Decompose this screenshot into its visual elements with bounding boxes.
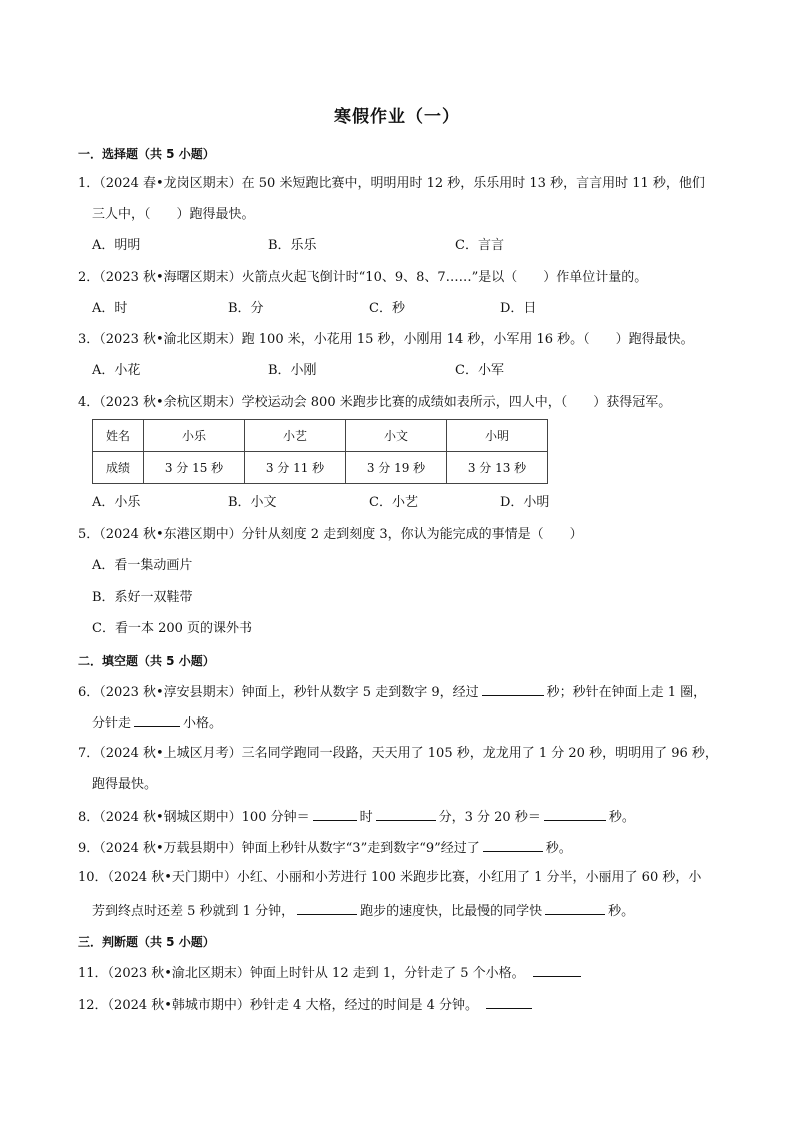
table-cell: 3 分 13 秒	[447, 452, 548, 484]
question-1-option-c: C．言言	[455, 238, 504, 253]
question-1-text: 1．（2024 春•龙岗区期末）在 50 米短跑比赛中，明明用时 12 秒，乐乐用时 13 秒，言言用时 11 秒，他们	[78, 176, 705, 191]
question-3-text: 3．（2023 秋•渝北区期末）跑 100 米，小花用 15 秒，小刚用 14 秒，小军用 16 秒。（ ）跑得最快。	[78, 332, 694, 347]
question-4-option-d: D．小明	[500, 495, 550, 510]
question-7-text-cont: 跑得最快。	[92, 777, 158, 792]
score-table	[92, 419, 548, 484]
question-1-option-a: A．明明	[92, 238, 141, 253]
answer-blank[interactable]	[313, 808, 357, 821]
table-cell: 成绩	[93, 452, 144, 484]
question-5-option-b: B．系好一双鞋带	[92, 590, 193, 605]
question-8-part: 分，3 分 20 秒＝	[438, 810, 541, 825]
question-2-option-c: C．秒	[369, 301, 405, 316]
table-cell: 小文	[346, 420, 447, 452]
question-3-option-a: A．小花	[92, 363, 141, 378]
question-10-part: 秒。	[608, 904, 635, 919]
question-6-part: 秒；秒针在钟面上走 1 圈，	[546, 685, 707, 700]
question-5-option-c: C．看一本 200 页的课外书	[92, 621, 253, 636]
question-10-part: 跑步的速度快，比最慢的同学快	[360, 904, 543, 919]
section-heading-choice: 一．选择题（共 5 小题）	[78, 147, 215, 161]
question-9-part: 9．（2024 秋•万载县期中）钟面上秒针从数字“3”走到数字“9”经过了	[78, 841, 480, 856]
section-heading-fill: 二．填空题（共 5 小题）	[78, 654, 215, 668]
question-2-option-d: D．日	[500, 301, 537, 316]
table-cell: 小艺	[245, 420, 346, 452]
question-10-text-cont	[92, 902, 634, 920]
question-11-text	[78, 964, 584, 982]
table-cell: 3 分 19 秒	[346, 452, 447, 484]
question-5-text: 5．（2024 秋•东港区期中）分针从刻度 2 走到刻度 3，你认为能完成的事情是（ ）	[78, 527, 583, 542]
question-10-part: 芳到终点时还差 5 秒就到 1 分钟，	[92, 904, 295, 919]
question-8-part: 时	[359, 810, 373, 825]
question-8-text	[78, 808, 635, 826]
question-6-part: 6．（2023 秋•淳安县期末）钟面上，秒针从数字 5 走到数字 9，经过	[78, 685, 479, 700]
question-8-part: 8．（2024 秋•钢城区期中）100 分钟＝	[78, 810, 310, 825]
answer-blank[interactable]	[533, 964, 581, 977]
question-9-text	[78, 839, 572, 857]
question-1-option-b: B．乐乐	[268, 238, 317, 253]
question-3-option-b: B．小刚	[268, 363, 317, 378]
table-cell: 姓名	[93, 420, 144, 452]
answer-blank[interactable]	[297, 902, 357, 915]
answer-blank[interactable]	[482, 683, 544, 696]
answer-blank[interactable]	[545, 902, 605, 915]
answer-blank[interactable]	[544, 808, 606, 821]
question-4-text: 4．（2023 秋•余杭区期末）学校运动会 800 米跑步比赛的成绩如表所示，四人中，（ ）获得冠军。	[78, 395, 672, 410]
answer-blank[interactable]	[376, 808, 436, 821]
question-6-text	[78, 683, 706, 701]
question-12-part: 12．（2024 秋•韩城市期中）秒针走 4 大格，经过的时间是 4 分钟。	[78, 998, 478, 1013]
question-1-text-cont: 三人中，（ ）跑得最快。	[92, 207, 255, 222]
table-row	[93, 452, 548, 484]
question-6-part: 小格。	[183, 716, 223, 731]
question-6-text-cont	[92, 714, 222, 732]
question-11-part: 11．（2023 秋•渝北区期末）钟面上时针从 12 走到 1，分针走了 5 个小格。	[78, 966, 525, 981]
section-heading-judge: 三．判断题（共 5 小题）	[78, 935, 215, 949]
table-row	[93, 420, 548, 452]
table-cell: 小乐	[144, 420, 245, 452]
question-6-part: 分针走	[92, 716, 132, 731]
question-4-option-b: B．小文	[228, 495, 277, 510]
question-3-option-c: C．小军	[455, 363, 504, 378]
question-2-option-a: A．时	[92, 301, 128, 316]
question-10-text: 10．（2024 秋•天门期中）小红、小丽和小芳进行 100 米跑步比赛，小红用了 1 分半，小丽用了 60 秒，小	[78, 870, 702, 885]
question-2-text: 2．（2023 秋•海曙区期末）火箭点火起飞倒计时“10、9、8、7……”是以（ ）作单位计量的。	[78, 270, 648, 285]
question-5-option-a: A．看一集动画片	[92, 558, 193, 573]
table-cell: 小明	[447, 420, 548, 452]
question-8-part: 秒。	[608, 810, 635, 825]
table-cell: 3 分 15 秒	[144, 452, 245, 484]
answer-blank[interactable]	[134, 714, 180, 727]
question-4-option-a: A．小乐	[92, 495, 141, 510]
question-9-part: 秒。	[545, 841, 572, 856]
question-12-text	[78, 996, 535, 1014]
question-2-option-b: B．分	[228, 301, 264, 316]
question-7-text: 7．（2024 秋•上城区月考）三名同学跑同一段路，天天用了 105 秒，龙龙用了 1 分 20 秒，明明用了 96 秒，	[78, 746, 718, 761]
question-4-option-c: C．小艺	[369, 495, 418, 510]
table-cell: 3 分 11 秒	[245, 452, 346, 484]
page-title: 寒假作业（一）	[334, 107, 460, 127]
answer-blank[interactable]	[486, 996, 532, 1009]
answer-blank[interactable]	[483, 839, 543, 852]
